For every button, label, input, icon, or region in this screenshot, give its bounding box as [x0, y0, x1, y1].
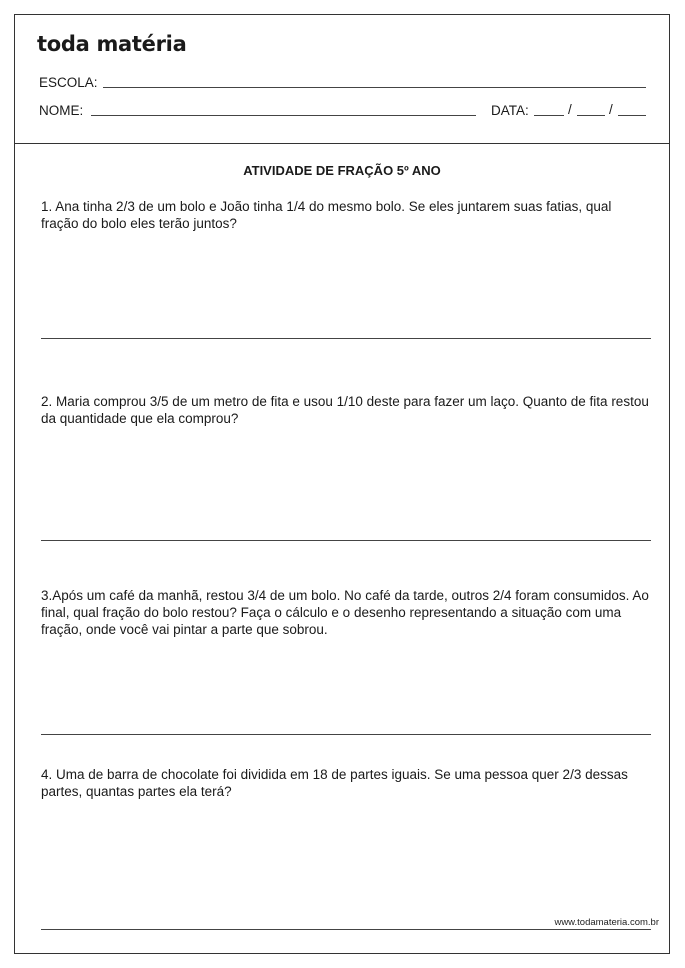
answer-line-1: [41, 338, 651, 339]
name-line: [91, 115, 476, 116]
question-4: 4. Uma de barra de chocolate foi dividida em 18 de partes iguais. Se uma pessoa quer 2/3 dessas partes, quantas partes ela terá?: [41, 767, 628, 799]
worksheet-header: [15, 15, 669, 144]
date-day-line: [534, 115, 564, 116]
school-line: [103, 87, 646, 88]
date-separator-1: /: [568, 102, 572, 117]
footer-url: www.todamateria.com.br: [554, 917, 659, 928]
date-month-line: [577, 115, 605, 116]
brand-logo: toda matéria: [37, 32, 187, 56]
name-label: NOME:: [39, 103, 84, 118]
answer-line-2: [41, 540, 651, 541]
date-separator-2: /: [609, 102, 613, 117]
date-year-line: [618, 115, 646, 116]
activity-title: ATIVIDADE DE FRAÇÃO 5º ANO: [243, 163, 441, 178]
question-2: 2. Maria comprou 3/5 de um metro de fita e usou 1/10 deste para fazer um laço. Quanto de fita restou da quantidade que ela comprou?: [41, 394, 649, 426]
question-3: 3.Após um café da manhã, restou 3/4 de um bolo. No café da tarde, outros 2/4 foram consumidos. Ao final, qual fração do bolo restou? Faça o cálculo e o desenho representando a situação com uma fração, onde você vai pintar a parte que sobrou.: [41, 588, 649, 637]
school-label: ESCOLA:: [39, 75, 98, 90]
answer-line-3: [41, 734, 651, 735]
worksheet: [14, 14, 670, 954]
question-1: 1. Ana tinha 2/3 de um bolo e João tinha 1/4 do mesmo bolo. Se eles juntarem suas fatias, qual fração do bolo eles terão juntos?: [41, 199, 612, 231]
date-label: DATA:: [491, 103, 529, 118]
answer-line-4: [41, 929, 651, 930]
